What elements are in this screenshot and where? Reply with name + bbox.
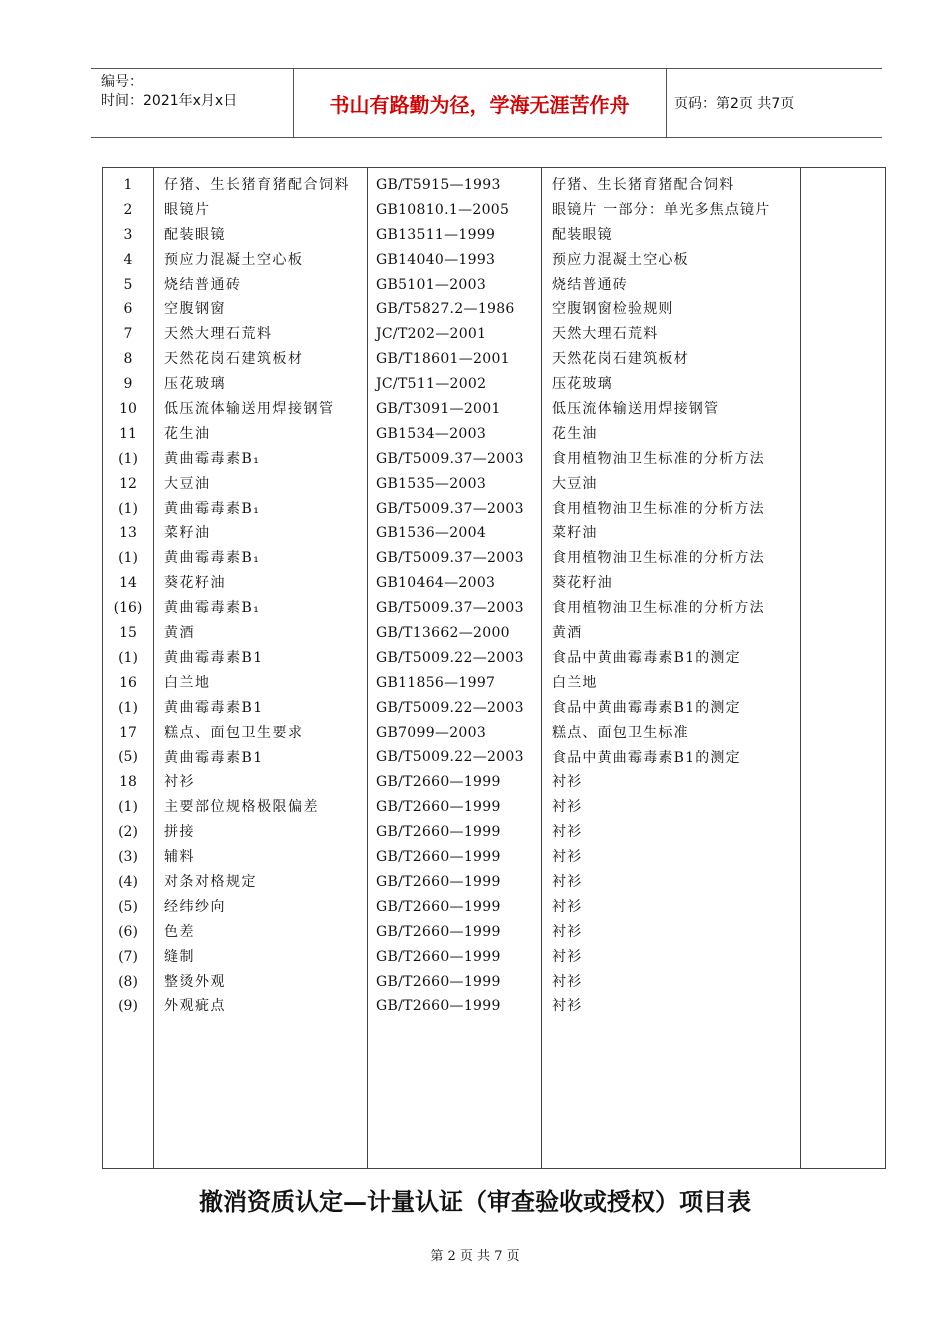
column-divider [153, 168, 154, 1168]
product-name: 经纬纱向 [164, 898, 226, 915]
row-number: (5) [118, 898, 138, 915]
product-name: 眼镜片 [164, 201, 211, 218]
row-number: 2 [123, 201, 133, 218]
product-name: 糕点、面包卫生要求 [164, 724, 304, 741]
standard-name: 眼镜片 一部分：单光多焦点镜片 [552, 201, 771, 218]
standard-code: GB/T13662—2000 [376, 625, 510, 642]
product-name: 缝制 [164, 948, 195, 965]
row-number: 8 [123, 351, 133, 368]
standard-name: 衬衫 [552, 998, 583, 1015]
standard-code: GB1534—2003 [376, 425, 487, 442]
column-divider [367, 168, 368, 1168]
code-label: 编号： [101, 74, 143, 90]
standard-code: GB/T5009.22—2003 [376, 649, 524, 666]
row-number: (1) [118, 450, 138, 467]
product-name: 黄曲霉毒素B₁ [164, 450, 261, 467]
standard-name: 衬衫 [552, 898, 583, 915]
product-name: 空腹钢窗 [164, 301, 226, 318]
product-name: 对条对格规定 [164, 873, 257, 890]
standard-name: 食品中黄曲霉毒素B1的测定 [552, 749, 741, 766]
standard-code: GB/T5009.37—2003 [376, 500, 524, 517]
row-number: 5 [123, 276, 133, 293]
standard-code: GB/T5009.22—2003 [376, 749, 524, 766]
standard-code: GB/T2660—1999 [376, 973, 501, 990]
product-name: 整烫外观 [164, 973, 226, 990]
column-divider [800, 168, 801, 1168]
row-number: 15 [119, 625, 137, 642]
page-header [91, 68, 882, 138]
standard-code: GB1536—2004 [376, 525, 487, 542]
standard-name: 食用植物油卫生标准的分析方法 [552, 600, 765, 617]
row-number: (9) [118, 998, 138, 1015]
product-name: 黄曲霉毒素B1 [164, 749, 264, 766]
standard-code: GB/T5827.2—1986 [376, 301, 515, 318]
standard-code: GB/T5009.37—2003 [376, 450, 524, 467]
product-name: 天然花岗石建筑板材 [164, 351, 304, 368]
product-name: 黄曲霉毒素B₁ [164, 550, 261, 567]
product-name: 黄酒 [164, 625, 195, 642]
header-divider [666, 69, 667, 137]
row-number: (8) [118, 973, 138, 990]
product-name: 色差 [164, 923, 195, 940]
standard-code: GB/T5009.22—2003 [376, 699, 524, 716]
standard-name: 衬衫 [552, 973, 583, 990]
row-number: 13 [119, 525, 137, 542]
standard-name: 低压流体输送用焊接钢管 [552, 401, 720, 418]
standard-name: 衬衫 [552, 873, 583, 890]
row-number: 18 [119, 774, 137, 791]
standard-code: GB13511—1999 [376, 226, 496, 243]
product-name: 天然大理石荒料 [164, 326, 273, 343]
standard-name: 配装眼镜 [552, 226, 613, 243]
row-number: (2) [118, 824, 138, 841]
standard-name: 食用植物油卫生标准的分析方法 [552, 500, 765, 517]
product-name: 菜籽油 [164, 525, 211, 542]
page-number-label: 页码：第2页 共7页 [674, 96, 795, 112]
standard-name: 衬衫 [552, 849, 583, 866]
standard-name-column [552, 173, 797, 1019]
standard-name: 菜籽油 [552, 525, 598, 542]
standard-name: 白兰地 [552, 674, 598, 691]
standard-name: 花生油 [552, 425, 598, 442]
standard-code: GB5101—2003 [376, 276, 487, 293]
standard-code: GB/T2660—1999 [376, 998, 501, 1015]
standard-name: 葵花籽油 [552, 575, 613, 592]
product-name: 黄曲霉毒素B₁ [164, 600, 261, 617]
row-number: (1) [118, 500, 138, 517]
standard-name: 食品中黄曲霉毒素B1的测定 [552, 649, 741, 666]
standard-name: 食用植物油卫生标准的分析方法 [552, 450, 765, 467]
product-name: 主要部位规格极限偏差 [164, 799, 319, 816]
standard-code: GB14040—1993 [376, 251, 496, 268]
row-number: 4 [123, 251, 133, 268]
row-number: 3 [123, 226, 133, 243]
product-name: 配装眼镜 [164, 226, 226, 243]
standard-code: JC/T202—2001 [376, 326, 487, 343]
product-name: 白兰地 [164, 674, 211, 691]
product-name: 拼接 [164, 824, 195, 841]
row-number: (6) [118, 923, 138, 940]
header-motto: 书山有路勤为径，学海无涯苦作舟 [329, 92, 630, 117]
product-name: 大豆油 [164, 475, 211, 492]
row-number: (4) [118, 873, 138, 890]
product-name: 衬衫 [164, 774, 195, 791]
row-number: 1 [123, 177, 133, 193]
time-label: 时间：2021年x月x日 [101, 93, 238, 109]
row-number: 10 [119, 401, 137, 418]
standard-name: 衬衫 [552, 799, 583, 816]
standard-name: 预应力混凝土空心板 [552, 251, 689, 268]
row-number: 6 [123, 301, 133, 318]
standard-code: JC/T511—2002 [376, 376, 487, 393]
standard-code: GB7099—2003 [376, 724, 487, 741]
standard-code: GB/T2660—1999 [376, 923, 501, 940]
standard-name: 衬衫 [552, 774, 583, 791]
standard-code: GB/T2660—1999 [376, 774, 501, 791]
standard-name: 压花玻璃 [552, 376, 613, 393]
product-name: 黄曲霉毒素B₁ [164, 500, 261, 517]
standard-code: GB/T2660—1999 [376, 898, 501, 915]
standard-name: 空腹钢窗检验规则 [552, 301, 674, 318]
row-number: (16) [113, 600, 143, 617]
row-number: (3) [118, 849, 138, 866]
row-number: (1) [118, 799, 138, 816]
row-number: (1) [118, 699, 138, 716]
standard-name: 食品中黄曲霉毒素B1的测定 [552, 699, 741, 716]
row-number: 14 [119, 575, 137, 592]
row-number: 7 [123, 326, 133, 343]
row-number: (7) [118, 948, 138, 965]
standard-name: 大豆油 [552, 475, 598, 492]
project-table [102, 167, 886, 1169]
product-name: 仔猪、生长猪育猪配合饲料 [164, 177, 350, 193]
standard-name: 天然大理石荒料 [552, 326, 659, 343]
product-name: 低压流体输送用焊接钢管 [164, 401, 335, 418]
standard-name: 食用植物油卫生标准的分析方法 [552, 550, 765, 567]
standard-code: GB11856—1997 [376, 674, 496, 691]
standard-code: GB/T3091—2001 [376, 401, 501, 418]
page-footer: 第 2 页 共 7 页 [430, 1249, 520, 1264]
product-name-column [164, 173, 364, 1019]
standard-name: 衬衫 [552, 948, 583, 965]
standard-name: 烧结普通砖 [552, 276, 628, 293]
row-number: 12 [119, 475, 137, 492]
standard-code: GB/T5009.37—2003 [376, 550, 524, 567]
standard-code: GB/T2660—1999 [376, 799, 501, 816]
row-number: 11 [119, 425, 137, 442]
standard-code: GB/T2660—1999 [376, 849, 501, 866]
standard-name: 仔猪、生长猪育猪配合饲料 [552, 177, 735, 193]
product-name: 预应力混凝土空心板 [164, 251, 304, 268]
product-name: 黄曲霉毒素B1 [164, 699, 264, 716]
product-name: 花生油 [164, 425, 211, 442]
row-number: (5) [118, 749, 138, 766]
row-number: 16 [119, 674, 137, 691]
standard-code: GB/T2660—1999 [376, 873, 501, 890]
product-name: 葵花籽油 [164, 575, 226, 592]
number-column [103, 173, 153, 1019]
product-name: 压花玻璃 [164, 376, 226, 393]
standard-code: GB1535—2003 [376, 475, 487, 492]
standard-code: GB/T2660—1999 [376, 948, 501, 965]
row-number: 9 [123, 376, 133, 393]
row-number: (1) [118, 649, 138, 666]
product-name: 外观疵点 [164, 998, 226, 1015]
standard-name: 糕点、面包卫生标准 [552, 724, 689, 741]
row-number: 17 [119, 724, 137, 741]
standard-code: GB/T2660—1999 [376, 824, 501, 841]
standard-code-column [376, 173, 544, 1019]
header-meta [101, 73, 237, 111]
standard-code: GB/T18601—2001 [376, 351, 510, 368]
product-name: 烧结普通砖 [164, 276, 242, 293]
standard-code: GB10464—2003 [376, 575, 496, 592]
row-number: (1) [118, 550, 138, 567]
standard-code: GB/T5009.37—2003 [376, 600, 524, 617]
standard-name: 衬衫 [552, 824, 583, 841]
standard-name: 衬衫 [552, 923, 583, 940]
standard-code: GB10810.1—2005 [376, 201, 510, 218]
product-name: 黄曲霉毒素B1 [164, 649, 264, 666]
standard-name: 天然花岗石建筑板材 [552, 351, 689, 368]
standard-code: GB/T5915—1993 [376, 177, 501, 193]
document-title: 撤消资质认定—计量认证（审查验收或授权）项目表 [199, 1187, 751, 1216]
product-name: 辅料 [164, 849, 195, 866]
standard-name: 黄酒 [552, 625, 583, 642]
